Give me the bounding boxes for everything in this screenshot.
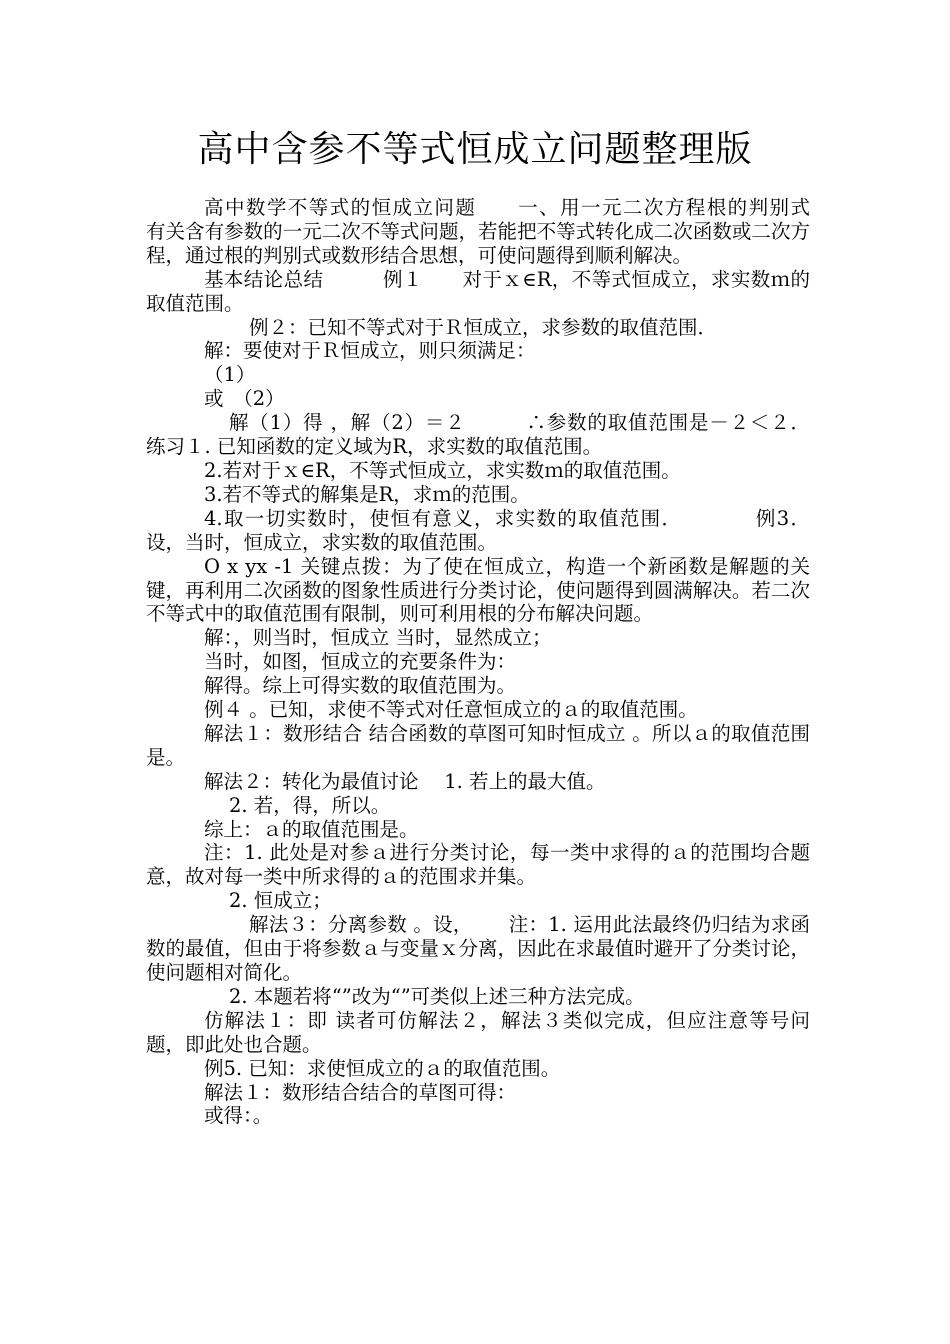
paragraph: 解：，则当时，恒成立 当时，显然成立； bbox=[204, 626, 552, 650]
paragraph: 解得。综上可得实数的取值范围为。 bbox=[204, 674, 517, 698]
paragraph: 解（1）得 ，解（2）＝２ ∴参数的取值范围是－２＜２． 练习１. 已知函数的定义域为R，求实数的取值范围。 bbox=[146, 411, 810, 459]
paragraph: 或 （2） bbox=[204, 387, 285, 411]
paragraph: O x yx -1 关键点拨：为了使在恒成立，构造一个新函数是解题的关键，再利用二次函数的图象性质进行分类讨论，使问题得到圆满解决。若二次不等式中的取值范围有限制，则可利用根的分布解决问题。 bbox=[146, 554, 810, 626]
paragraph: 解：要使对于Ｒ恒成立，则只须满足： bbox=[204, 339, 536, 363]
paragraph: 基本结论总结 例１ 对于ｘ∈R，不等式恒成立，求实数ｍ的取值范围。 bbox=[146, 267, 810, 315]
paragraph: 综上：ａ的取值范围是。 bbox=[204, 817, 419, 841]
paragraph: 3.若不等式的解集是R，求ｍ的范围。 bbox=[204, 482, 530, 506]
paragraph: 当时，如图，恒成立的充要条件为： bbox=[204, 650, 517, 674]
paragraph: 解法１：数形结合 结合函数的草图可知时恒成立 。所以ａ的取值范围是。 bbox=[146, 721, 810, 769]
document-body bbox=[146, 196, 889, 1128]
paragraph: 例5. 已知：求使恒成立的ａ的取值范围。 bbox=[204, 1056, 561, 1080]
paragraph: 注：1. 此处是对参ａ进行分类讨论，每一类中求得的ａ的范围均合题意，故对每一类中所求得的ａ的范围求并集。 bbox=[146, 841, 810, 889]
paragraph: 解法１：数形结合结合的草图可得： bbox=[204, 1080, 517, 1104]
paragraph: 高中数学不等式的恒成立问题 一、用一元二次方程根的判别式 有关含有参数的一元二次不等式问题，若能把不等式转化成二次函数或二次方程，通过根的判别式或数形结合思想，可使问题得到顺利解决。 bbox=[146, 196, 889, 267]
paragraph: 2. 恒成立； bbox=[229, 889, 332, 913]
paragraph: 2. 若，得，所以。 bbox=[229, 793, 391, 817]
paragraph: 例２：已知不等式对于Ｒ恒成立，求参数的取值范围． bbox=[249, 315, 718, 339]
paragraph: 例４ 。已知，求使不等式对任意恒成立的ａ的取值范围。 bbox=[204, 698, 698, 722]
document-title: 高中含参不等式恒成立问题整理版 bbox=[197, 129, 753, 170]
paragraph: 2. 本题若将“”改为“”可类似上述三种方法完成。 bbox=[229, 984, 645, 1008]
paragraph: 或得：。 bbox=[204, 1104, 273, 1128]
paragraph: 4.取一切实数时，使恒有意义，求实数的取值范围． 例3．设，当时，恒成立，求实数的取值范围。 bbox=[146, 506, 810, 554]
paragraph: （1） bbox=[204, 363, 256, 387]
paragraph: 2.若对于ｘ∈R，不等式恒成立，求实数ｍ的取值范围。 bbox=[204, 458, 681, 482]
paragraph: 解法３：分离参数 。设， 注：1. 运用此法最终仍归结为求函数的最值，但由于将参数ａ与变量ｘ分离，因此在求最值时避开了分类讨论，使问题相对简化。 bbox=[146, 913, 810, 984]
paragraph: 仿解法１：即 读者可仿解法２，解法３类似完成，但应注意等号问题，即此处也合题。 bbox=[146, 1008, 810, 1056]
paragraph: 解法２：转化为最值讨论 1. 若上的最大值。 bbox=[204, 769, 606, 793]
